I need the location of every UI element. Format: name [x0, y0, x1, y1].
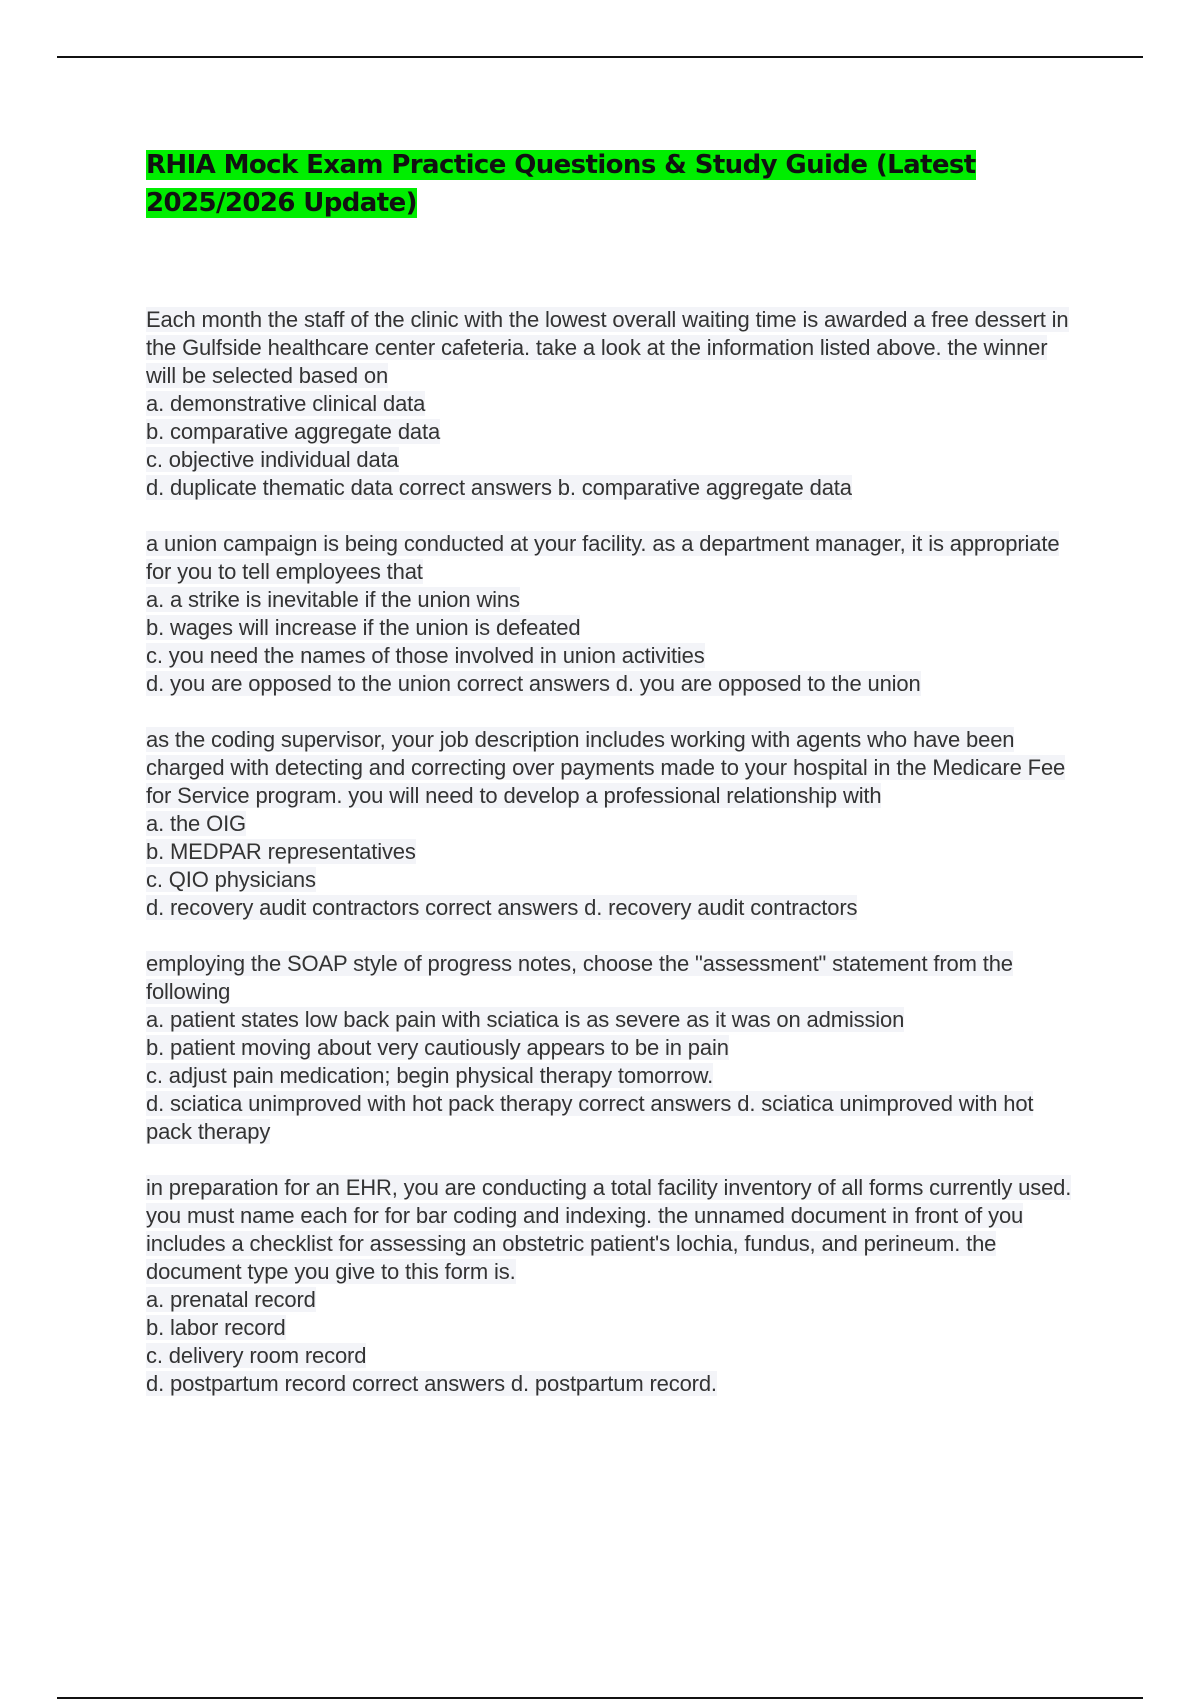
question-stem: in preparation for an EHR, you are conducting a total facility inventory of all forms currently used. you must name each for for bar coding and indexing. the unnamed document in front of you includes a checklist for assessing an obstetric patient's lochia, fundus, and perineum. the document type you give to this form is. [146, 1175, 1072, 1284]
answer-option: b. comparative aggregate data [146, 419, 441, 444]
answer-option-with-correct-answer: d. postpartum record correct answers d. postpartum record. [146, 1371, 717, 1396]
question-stem: Each month the staff of the clinic with the lowest overall waiting time is awarded a free dessert in the Gulfside healthcare center cafeteria. take a look at the information listed above. the winner will be selected based on [146, 307, 1069, 388]
question-item [146, 950, 1076, 1146]
answer-option: a. demonstrative clinical data [146, 391, 426, 416]
answer-option-with-correct-answer: d. sciatica unimproved with hot pack therapy correct answers d. sciatica unimproved with hot pack therapy [146, 1091, 1034, 1144]
question-item [146, 726, 1076, 922]
question-item [146, 530, 1076, 698]
answer-option: c. adjust pain medication; begin physical therapy tomorrow. [146, 1063, 714, 1088]
answer-option: b. wages will increase if the union is defeated [146, 615, 581, 640]
title-highlight: RHIA Mock Exam Practice Questions & Study Guide (Latest 2025/2026 Update) [146, 150, 976, 218]
answer-option: c. you need the names of those involved in union activities [146, 643, 705, 668]
question-stem: a union campaign is being conducted at your facility. as a department manager, it is appropriate for you to tell employees that [146, 531, 1060, 584]
answer-option: a. patient states low back pain with sciatica is as severe as it was on admission [146, 1007, 905, 1032]
answer-option: b. patient moving about very cautiously appears to be in pain [146, 1035, 729, 1060]
answer-option-with-correct-answer: d. duplicate thematic data correct answers b. comparative aggregate data [146, 475, 852, 500]
answer-option: b. MEDPAR representatives [146, 839, 416, 864]
document-title [146, 146, 1086, 222]
answer-option: a. a strike is inevitable if the union wins [146, 587, 520, 612]
answer-option: c. delivery room record [146, 1343, 367, 1368]
answer-option: c. QIO physicians [146, 867, 316, 892]
question-item [146, 306, 1076, 502]
answer-option: a. prenatal record [146, 1287, 316, 1312]
top-rule [57, 56, 1143, 58]
answer-option: c. objective individual data [146, 447, 399, 472]
answer-option: b. labor record [146, 1315, 286, 1340]
answer-option: a. the OIG [146, 811, 246, 836]
question-stem: as the coding supervisor, your job description includes working with agents who have been charged with detecting and correcting over payments made to your hospital in the Medicare Fee for Service program. you will need to develop a professional relationship with [146, 727, 1066, 808]
question-list [146, 306, 1076, 1426]
bottom-rule [57, 1697, 1143, 1699]
question-item [146, 1174, 1076, 1398]
answer-option-with-correct-answer: d. recovery audit contractors correct answers d. recovery audit contractors [146, 895, 858, 920]
question-stem: employing the SOAP style of progress notes, choose the "assessment" statement from the following [146, 951, 1013, 1004]
answer-option-with-correct-answer: d. you are opposed to the union correct answers d. you are opposed to the union [146, 671, 921, 696]
